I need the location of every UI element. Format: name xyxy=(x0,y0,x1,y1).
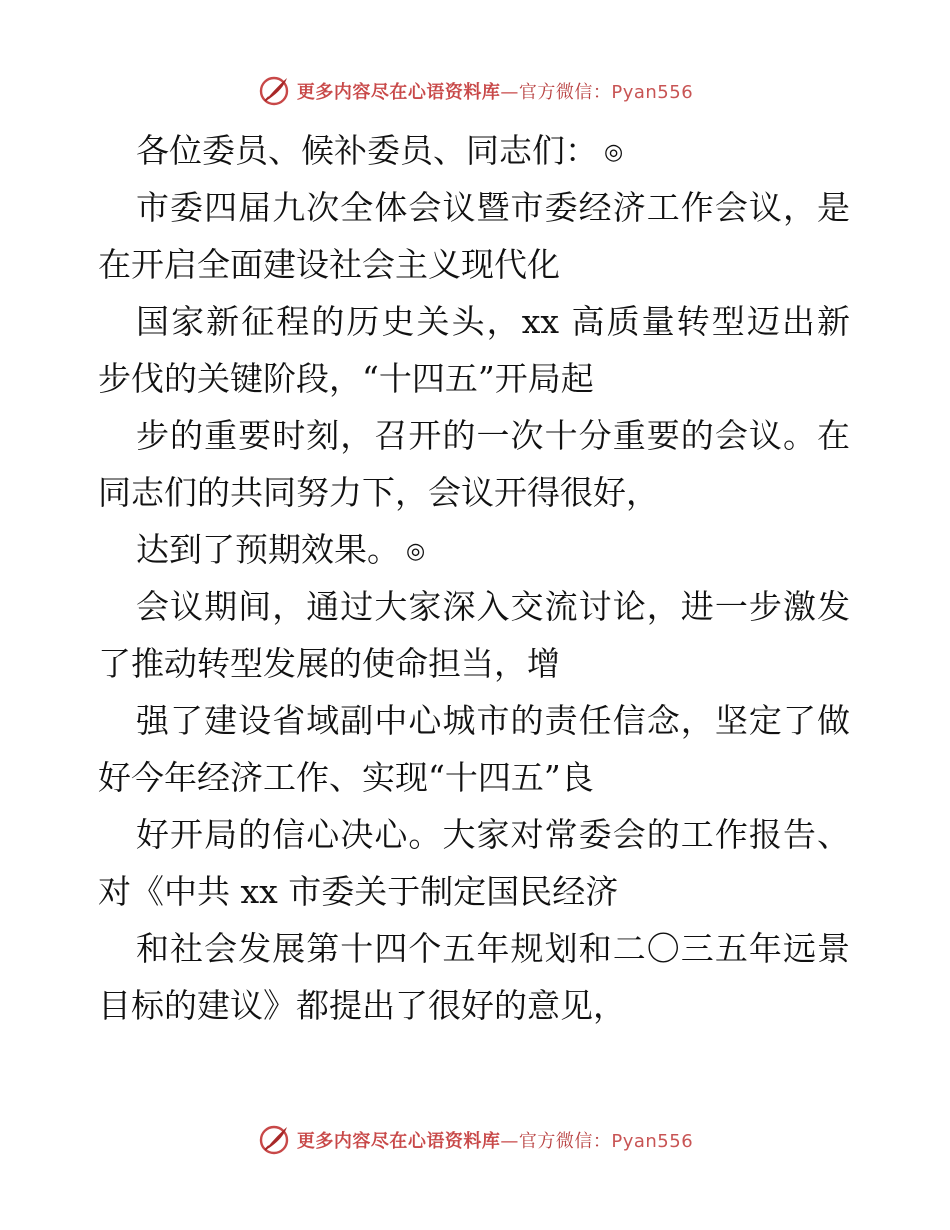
paragraph-mark: ◎ xyxy=(604,140,624,165)
text-line: 好开局的信心决心。大家对常委会的工作报告、 xyxy=(136,815,850,854)
text-line: 国家新征程的历史关头，xx 高质量转型迈出新 xyxy=(136,302,850,341)
text-line: 会议期间，通过大家深入交流讨论，进一步激发 xyxy=(136,587,850,626)
text-line: 市委四届九次全体会议暨市委经济工作会议，是 xyxy=(136,188,850,227)
text-line: 强了建设省域副中心城市的责任信念，坚定了做 xyxy=(136,701,850,740)
text-line: 目标的建议》都提出了很好的意见， xyxy=(98,986,626,1025)
text-line: 步的重要时刻，召开的一次十分重要的会议。在 xyxy=(136,416,850,455)
text-line: 好今年经济工作、实现“十四五”良 xyxy=(98,758,594,797)
text-line: 各位委员、候补委员、同志们： ◎ xyxy=(136,131,624,170)
paragraph-mark: ◎ xyxy=(406,539,426,564)
quill-circle-logo-icon xyxy=(257,74,291,108)
text-line: 同志们的共同努力下，会议开得很好， xyxy=(98,473,659,512)
footer-watermark xyxy=(0,1120,950,1160)
text-line: 和社会发展第十四个五年规划和二〇三五年远景 xyxy=(136,929,850,968)
text-line: 步伐的关键阶段，“十四五”开局起 xyxy=(98,359,594,398)
watermark-text: 更多内容尽在心语资料库—官方微信：Pyan556 xyxy=(296,82,694,103)
text-line: 在开启全面建设社会主义现代化 xyxy=(98,245,560,284)
text-line: 达到了预期效果。 ◎ xyxy=(136,530,426,569)
watermark-text: 更多内容尽在心语资料库—官方微信：Pyan556 xyxy=(296,1131,694,1152)
header-watermark xyxy=(0,71,950,111)
text-line: 对《中共 xx 市委关于制定国民经济 xyxy=(98,872,619,911)
quill-circle-logo-icon xyxy=(257,1123,291,1157)
text-line: 了推动转型发展的使命担当，增 xyxy=(98,644,560,683)
document-body xyxy=(98,122,858,1034)
